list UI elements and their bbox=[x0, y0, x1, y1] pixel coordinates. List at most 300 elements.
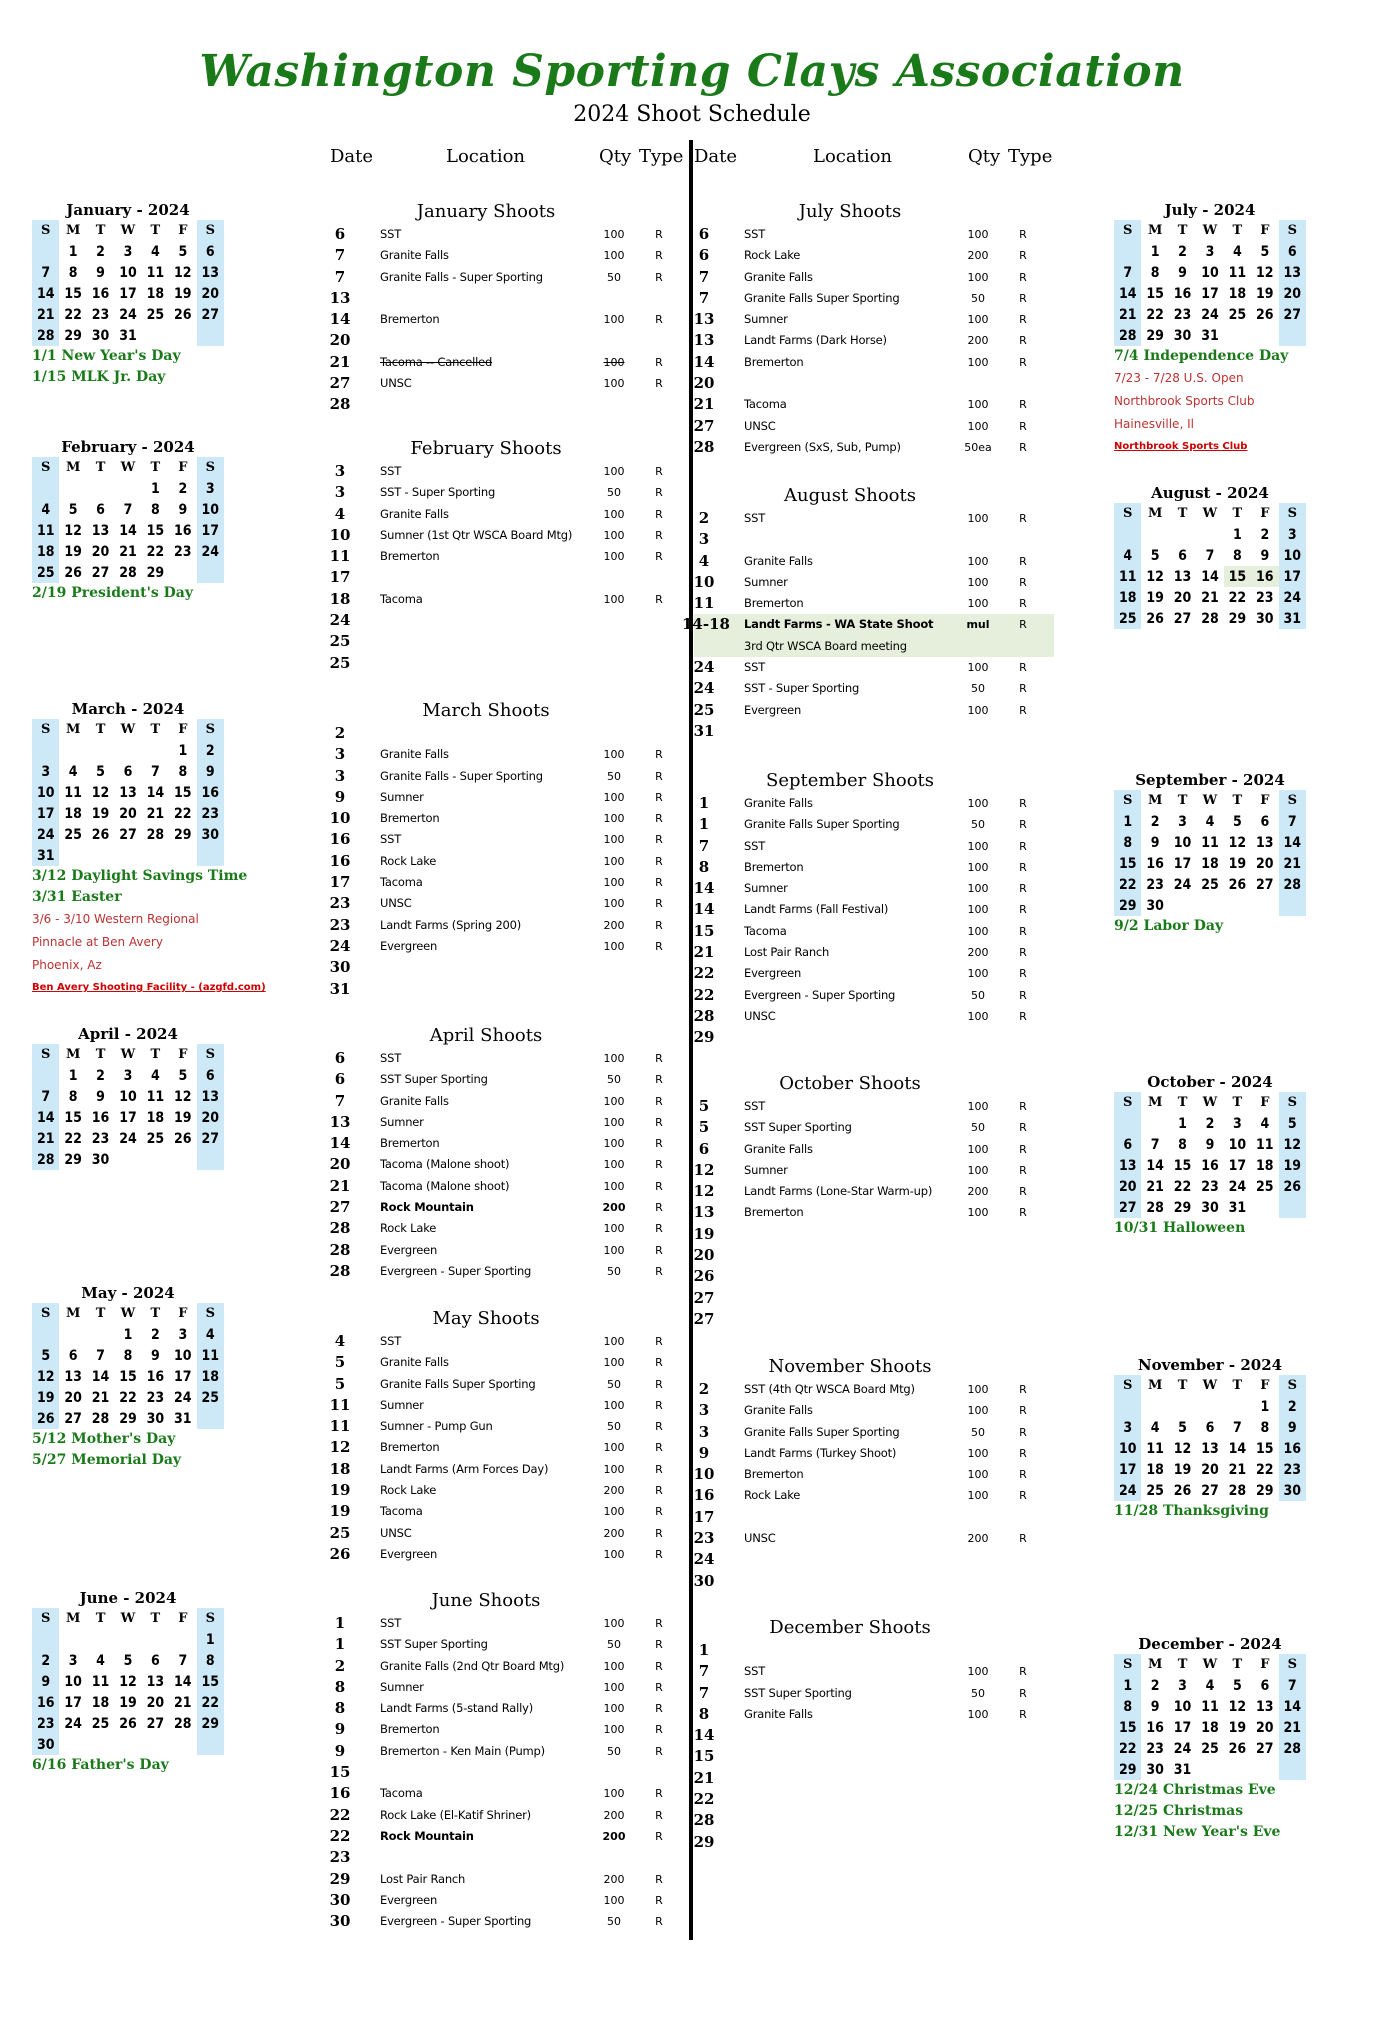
shoot-date: 15 bbox=[693, 921, 715, 940]
calendar-day: 12 bbox=[1146, 568, 1164, 585]
shoot-location: UNSC bbox=[744, 1531, 776, 1546]
shoot-date: 21 bbox=[329, 352, 351, 371]
shoot-type: R bbox=[655, 1547, 663, 1561]
calendar-day bbox=[169, 845, 196, 866]
calendar-day: 16 bbox=[1173, 285, 1192, 302]
calendar-day: 20 bbox=[197, 283, 224, 304]
weekday-header: S bbox=[1279, 1375, 1306, 1396]
calendar-day: 13 bbox=[119, 784, 137, 801]
calendar-day bbox=[1224, 1759, 1251, 1780]
shoot-location: SST Super Sporting bbox=[380, 1072, 488, 1087]
shoot-qty: 100 bbox=[603, 313, 625, 327]
calendar-day: 14 bbox=[32, 1107, 59, 1128]
shoot-date: 15 bbox=[693, 1747, 715, 1766]
shoot-date: 24 bbox=[693, 679, 715, 698]
calendar-grid bbox=[32, 719, 224, 866]
shoot-row bbox=[330, 1890, 690, 1911]
shoot-row bbox=[330, 1698, 690, 1719]
calendar-day: 16 bbox=[91, 285, 110, 302]
shoot-row bbox=[330, 352, 690, 373]
calendar-day bbox=[59, 478, 86, 499]
shoot-location: Sumner - Pump Gun bbox=[380, 1419, 493, 1434]
calendar-day: 23 bbox=[1201, 1178, 1219, 1195]
calendar-day: 26 bbox=[119, 1715, 137, 1732]
calendar-day: 26 bbox=[174, 306, 192, 323]
calendar-day: 31 bbox=[1228, 1199, 1247, 1216]
col-header-date: Date bbox=[694, 146, 738, 167]
shoot-qty: 50 bbox=[607, 1744, 621, 1758]
weekday-header: S bbox=[1114, 1654, 1141, 1675]
calendar-day: 11 bbox=[1146, 1440, 1164, 1457]
shoot-location: Rock Lake bbox=[380, 853, 437, 868]
weekday-header: S bbox=[32, 1044, 59, 1065]
weekday-header: W bbox=[120, 722, 136, 737]
calendar-day: 16 bbox=[1146, 1719, 1164, 1736]
calendar-day: 20 bbox=[1256, 855, 1274, 872]
shoot-date: 9 bbox=[334, 1741, 346, 1760]
shoot-date: 20 bbox=[329, 331, 351, 350]
shoot-date: 15 bbox=[329, 1763, 351, 1782]
calendar-day: 31 bbox=[174, 1410, 192, 1427]
shoot-date: 6 bbox=[334, 1070, 346, 1089]
shoot-row bbox=[330, 504, 690, 525]
calendar-day: 12 bbox=[1279, 1134, 1306, 1155]
shoot-qty: 100 bbox=[603, 833, 625, 847]
calendar-day: 30 bbox=[1279, 1480, 1306, 1501]
calendar-day: 7 bbox=[151, 763, 160, 780]
shoot-type: R bbox=[1019, 1425, 1027, 1439]
shoot-location: Bremerton bbox=[744, 354, 804, 369]
shoot-type: R bbox=[1019, 924, 1027, 938]
calendar-day: 1 bbox=[1150, 243, 1160, 260]
calendar-day: 28 bbox=[146, 826, 165, 843]
weekday-header: T bbox=[95, 1611, 106, 1626]
shoot-qty: 100 bbox=[967, 882, 989, 896]
shoot-row bbox=[694, 288, 1054, 309]
shoot-row bbox=[694, 1528, 1054, 1549]
shoot-date: 24 bbox=[693, 658, 715, 677]
shoot-section-november bbox=[694, 1355, 1054, 1592]
calendar-day: 15 bbox=[174, 784, 192, 801]
calendar-day bbox=[169, 1629, 196, 1650]
calendar-day: 27 bbox=[91, 564, 110, 581]
calendar-day: 17 bbox=[1173, 1719, 1192, 1736]
weekday-header: F bbox=[178, 460, 188, 475]
weekday-header: S bbox=[197, 719, 224, 740]
shoot-type: R bbox=[1019, 1206, 1027, 1220]
calendar-day: 18 bbox=[91, 1694, 110, 1711]
calendar-day: 1 bbox=[178, 742, 188, 759]
calendar-day bbox=[1141, 1113, 1168, 1134]
weekday-header: T bbox=[150, 1047, 161, 1062]
calendar-day bbox=[142, 845, 169, 866]
shoot-qty: 100 bbox=[967, 1009, 989, 1023]
shoot-date: 14 bbox=[329, 1134, 351, 1153]
calendar-day: 21 bbox=[146, 805, 165, 822]
calendar-day: 6 bbox=[68, 1347, 78, 1364]
shoot-type: R bbox=[1019, 597, 1027, 611]
shoot-qty: 200 bbox=[603, 918, 625, 932]
shoot-location: UNSC bbox=[744, 1008, 776, 1023]
shoot-type: R bbox=[655, 1829, 663, 1843]
shoot-date: 1 bbox=[698, 794, 710, 812]
calendar-day bbox=[1196, 524, 1223, 545]
calendar-day bbox=[59, 1734, 86, 1755]
col-header-location: Location bbox=[446, 146, 526, 167]
shoot-date: 26 bbox=[329, 1544, 351, 1563]
calendar-day: 4 bbox=[151, 243, 160, 260]
shoot-date: 8 bbox=[334, 1699, 346, 1718]
shoot-row bbox=[330, 1480, 690, 1501]
shoot-qty: 100 bbox=[603, 1462, 625, 1476]
shoot-row bbox=[330, 1112, 690, 1133]
weekday-header: M bbox=[1147, 793, 1163, 808]
shoot-date: 25 bbox=[693, 700, 715, 719]
shoot-qty: 50 bbox=[607, 270, 621, 284]
calendar-day: 10 bbox=[1228, 1136, 1247, 1153]
shoot-qty: 100 bbox=[967, 575, 989, 589]
calendar-day: 8 bbox=[1150, 264, 1160, 281]
calendar-day: 9 bbox=[151, 1347, 160, 1364]
calendar-day: 14 bbox=[1114, 283, 1141, 304]
shoot-type: R bbox=[655, 1137, 663, 1151]
shoot-date: 12 bbox=[693, 1160, 715, 1179]
calendar-day bbox=[169, 1734, 196, 1755]
shoot-qty: 50 bbox=[607, 486, 621, 500]
shoot-section-title: November Shoots bbox=[768, 1356, 932, 1377]
shoot-date: 21 bbox=[693, 395, 715, 414]
shoot-qty: 100 bbox=[603, 550, 625, 564]
shoot-qty: 100 bbox=[967, 1707, 989, 1721]
shoot-type: R bbox=[1019, 882, 1027, 896]
shoot-type: R bbox=[655, 1158, 663, 1172]
calendar-day: 28 bbox=[32, 1149, 59, 1170]
calendar-day: 9 bbox=[32, 1671, 59, 1692]
shoot-date: 19 bbox=[329, 1502, 351, 1521]
calendar-day: 9 bbox=[1150, 1698, 1160, 1715]
shoot-location: SST Super Sporting bbox=[744, 1685, 852, 1700]
calendar-day: 3 bbox=[123, 243, 133, 260]
calendar-grid bbox=[1114, 220, 1306, 346]
shoot-location: Tacoma bbox=[380, 875, 423, 890]
shoot-location: Landt Farms (Fall Festival) bbox=[744, 902, 889, 917]
calendar-day: 30 bbox=[1173, 327, 1192, 344]
calendar-day: 10 bbox=[197, 499, 224, 520]
calendar-day bbox=[32, 478, 59, 499]
calendar-title: January - 2024 bbox=[66, 201, 190, 219]
calendar-day: 14 bbox=[1228, 1440, 1247, 1457]
shoot-type: R bbox=[1019, 839, 1027, 853]
shoot-type: R bbox=[655, 270, 663, 284]
shoot-row bbox=[694, 1746, 1054, 1767]
shoot-row bbox=[330, 979, 690, 1000]
shoot-qty: 50ea bbox=[964, 440, 992, 454]
shoot-type: R bbox=[655, 592, 663, 606]
shoot-location: Rock Lake bbox=[744, 1488, 801, 1503]
calendar-title: October - 2024 bbox=[1147, 1073, 1273, 1091]
calendar-day: 17 bbox=[1228, 1157, 1247, 1174]
calendar-note: Pinnacle at Ben Avery bbox=[32, 935, 163, 949]
calendar-day: 9 bbox=[96, 264, 105, 281]
shoot-location: Bremerton bbox=[744, 596, 804, 611]
calendar-day: 17 bbox=[1279, 566, 1306, 587]
calendar-day: 24 bbox=[32, 824, 59, 845]
page-title: Washington Sporting Clays Association bbox=[199, 46, 1185, 97]
shoot-qty: 100 bbox=[603, 812, 625, 826]
calendar-day: 6 bbox=[1178, 547, 1187, 564]
weekday-header: M bbox=[1147, 1378, 1163, 1393]
calendar-day: 8 bbox=[1114, 1696, 1141, 1717]
calendar-note: 7/4 Independence Day bbox=[1114, 348, 1289, 364]
shoot-section-december bbox=[694, 1616, 1054, 1853]
shoot-type: R bbox=[655, 1723, 663, 1737]
shoot-qty: 100 bbox=[603, 1505, 625, 1519]
shoot-row bbox=[694, 224, 1054, 245]
shoot-type: R bbox=[1019, 1121, 1027, 1135]
shoot-type: R bbox=[655, 939, 663, 953]
weekday-header: S bbox=[1114, 220, 1141, 241]
shoot-qty: 200 bbox=[603, 1526, 625, 1540]
calendar-day: 29 bbox=[197, 1713, 224, 1734]
shoot-date: 3 bbox=[698, 1401, 710, 1420]
calendar-day: 13 bbox=[91, 522, 110, 539]
shoot-date: 24 bbox=[329, 611, 351, 630]
calendar-day: 23 bbox=[146, 1389, 165, 1406]
shoot-qty: 100 bbox=[967, 1489, 989, 1503]
shoot-row bbox=[694, 836, 1054, 857]
calendar-day bbox=[142, 325, 169, 346]
calendar-day: 27 bbox=[146, 1715, 165, 1732]
shoot-row bbox=[330, 1395, 690, 1416]
shoot-row bbox=[694, 963, 1054, 984]
shoot-date: 28 bbox=[329, 1261, 351, 1280]
weekday-header: T bbox=[95, 722, 106, 737]
calendar-day: 14 bbox=[1201, 568, 1219, 585]
calendar-day bbox=[32, 740, 59, 761]
shoot-row bbox=[694, 1160, 1054, 1181]
calendar-day: 18 bbox=[146, 285, 165, 302]
shoot-type: R bbox=[655, 1179, 663, 1193]
calendar-day: 24 bbox=[1173, 876, 1192, 893]
calendar-day: 25 bbox=[146, 1130, 165, 1147]
shoot-section-june bbox=[330, 1589, 690, 1932]
calendar-day: 3 bbox=[178, 1326, 188, 1343]
shoot-row bbox=[694, 1832, 1054, 1853]
shoot-row bbox=[330, 723, 690, 744]
shoot-date: 14 bbox=[693, 1726, 715, 1745]
calendar-day: 21 bbox=[1279, 853, 1306, 874]
calendar-day: 22 bbox=[1146, 306, 1164, 323]
shoot-location: Evergreen bbox=[380, 1892, 438, 1907]
calendar-day: 28 bbox=[91, 1410, 110, 1427]
shoot-date: 14 bbox=[693, 879, 715, 898]
calendar-title: March - 2024 bbox=[71, 700, 185, 718]
calendar-day: 10 bbox=[119, 1088, 137, 1105]
weekday-header: S bbox=[197, 220, 224, 241]
calendar-september bbox=[1114, 770, 1306, 937]
calendar-day: 27 bbox=[197, 304, 224, 325]
shoot-row bbox=[694, 636, 1054, 657]
shoot-qty: 200 bbox=[967, 1532, 989, 1546]
calendar-day bbox=[142, 1149, 169, 1170]
shoot-date: 23 bbox=[329, 915, 351, 934]
calendar-note[interactable]: Ben Avery Shooting Facility - (azgfd.com) bbox=[32, 982, 266, 993]
calendar-day: 2 bbox=[1150, 813, 1160, 830]
shoot-location: SST Super Sporting bbox=[744, 1120, 852, 1135]
shoot-row bbox=[330, 893, 690, 914]
shoot-location: Granite Falls (2nd Qtr Board Mtg) bbox=[380, 1658, 565, 1673]
calendar-day: 11 bbox=[32, 520, 59, 541]
shoot-qty: 100 bbox=[603, 790, 625, 804]
calendar-day: 5 bbox=[178, 243, 188, 260]
shoot-location: Evergreen bbox=[380, 1242, 438, 1257]
calendar-day: 24 bbox=[64, 1715, 82, 1732]
calendar-day: 13 bbox=[146, 1673, 165, 1690]
calendar-day bbox=[197, 845, 224, 866]
shoot-date: 28 bbox=[693, 1006, 715, 1025]
shoot-date: 3 bbox=[334, 483, 346, 502]
weekday-header: S bbox=[32, 1303, 59, 1324]
shoot-date: 28 bbox=[693, 437, 715, 456]
shoot-qty: 100 bbox=[603, 1094, 625, 1108]
calendar-day: 5 bbox=[1260, 243, 1270, 260]
calendar-day: 19 bbox=[1146, 589, 1164, 606]
shoot-qty: 100 bbox=[603, 1179, 625, 1193]
calendar-day: 28 bbox=[1114, 325, 1141, 346]
shoot-date: 27 bbox=[693, 1288, 715, 1307]
shoot-location: Rock Lake bbox=[744, 248, 801, 263]
shoot-row bbox=[694, 1117, 1054, 1138]
shoot-location: Granite Falls - Super Sporting bbox=[380, 269, 543, 284]
shoot-qty: 200 bbox=[967, 249, 989, 263]
calendar-day: 29 bbox=[64, 327, 82, 344]
shoot-type: R bbox=[655, 1377, 663, 1391]
shoot-type: R bbox=[655, 833, 663, 847]
weekday-header: M bbox=[1147, 506, 1163, 521]
shoot-qty: 100 bbox=[967, 839, 989, 853]
shoot-qty: 100 bbox=[603, 1222, 625, 1236]
calendar-day: 28 bbox=[1228, 1482, 1247, 1499]
calendar-title: May - 2024 bbox=[81, 1284, 175, 1302]
weekday-header: W bbox=[120, 1306, 136, 1321]
shoot-location: Sumner bbox=[380, 1397, 424, 1412]
shoot-date: 19 bbox=[329, 1481, 351, 1500]
shoot-location: SST bbox=[380, 832, 402, 847]
shoot-date: 21 bbox=[329, 1176, 351, 1195]
shoot-type: R bbox=[655, 1744, 663, 1758]
shoot-type: R bbox=[655, 1526, 663, 1540]
shoot-row bbox=[330, 1869, 690, 1890]
shoot-date: 20 bbox=[693, 1246, 715, 1265]
shoot-row bbox=[694, 1661, 1054, 1682]
shoot-date: 23 bbox=[329, 1848, 351, 1867]
calendar-day: 30 bbox=[1146, 897, 1164, 914]
shoot-section-january bbox=[330, 200, 690, 416]
weekday-header: T bbox=[1177, 793, 1188, 808]
shoot-qty: 200 bbox=[603, 1808, 625, 1822]
calendar-day bbox=[1169, 895, 1196, 916]
shoot-qty: 100 bbox=[967, 967, 989, 981]
calendar-day bbox=[1251, 1197, 1278, 1218]
shoot-type: R bbox=[655, 1420, 663, 1434]
calendar-day: 15 bbox=[1256, 1440, 1274, 1457]
shoot-qty: 100 bbox=[603, 1680, 625, 1694]
shoot-row bbox=[694, 1422, 1054, 1443]
shoot-row bbox=[694, 1640, 1054, 1661]
col-header-qty: Qty bbox=[968, 146, 1001, 167]
calendar-day bbox=[142, 1629, 169, 1650]
shoot-type: R bbox=[655, 1893, 663, 1907]
shoot-date: 6 bbox=[698, 246, 710, 265]
calendar-day: 4 bbox=[1114, 545, 1141, 566]
shoot-date: 21 bbox=[693, 943, 715, 962]
shoot-date: 5 bbox=[334, 1353, 346, 1372]
shoot-type: R bbox=[655, 1787, 663, 1801]
shoot-qty: 100 bbox=[967, 1163, 989, 1177]
shoot-location: Granite Falls bbox=[380, 1093, 449, 1108]
calendar-day bbox=[1141, 1396, 1168, 1417]
weekday-header: W bbox=[120, 460, 136, 475]
shoot-location: Granite Falls bbox=[380, 248, 449, 263]
weekday-header: W bbox=[1202, 1657, 1218, 1672]
weekday-header: S bbox=[197, 1303, 224, 1324]
calendar-day: 24 bbox=[119, 306, 137, 323]
shoot-type: R bbox=[655, 1808, 663, 1822]
shoot-location: Sumner bbox=[744, 881, 788, 896]
shoot-location: Bremerton bbox=[380, 549, 440, 564]
calendar-day: 29 bbox=[119, 1410, 137, 1427]
shoot-date: 4 bbox=[334, 1332, 346, 1350]
calendar-day bbox=[1141, 524, 1168, 545]
calendar-day: 30 bbox=[91, 327, 110, 344]
calendar-day: 29 bbox=[1173, 1199, 1192, 1216]
shoot-type: R bbox=[1019, 1163, 1027, 1177]
shoot-qty: 100 bbox=[603, 1398, 625, 1412]
shoot-row bbox=[694, 394, 1054, 415]
calendar-grid bbox=[32, 457, 224, 583]
shoot-location: Bremerton bbox=[380, 1440, 440, 1455]
shoot-qty: 50 bbox=[971, 988, 985, 1002]
shoot-type: R bbox=[655, 1335, 663, 1348]
calendar-day bbox=[59, 1324, 86, 1345]
shoot-location: Granite Falls bbox=[380, 1355, 449, 1370]
calendar-day: 9 bbox=[1178, 264, 1187, 281]
shoot-date: 11 bbox=[329, 1417, 351, 1436]
shoot-row bbox=[330, 1331, 690, 1352]
calendar-day: 29 bbox=[174, 826, 192, 843]
weekday-header: F bbox=[1260, 506, 1270, 521]
calendar-note[interactable]: Northbrook Sports Club bbox=[1114, 441, 1248, 452]
calendar-day: 30 bbox=[1256, 610, 1274, 627]
calendar-day: 22 bbox=[1228, 589, 1247, 606]
shoot-qty: 100 bbox=[603, 1723, 625, 1737]
calendar-note: 3/6 - 3/10 Western Regional bbox=[32, 912, 199, 926]
calendar-day: 3 bbox=[32, 761, 59, 782]
shoot-qty: 100 bbox=[967, 797, 989, 810]
calendar-day: 13 bbox=[1256, 1698, 1274, 1715]
calendar-day: 20 bbox=[64, 1389, 82, 1406]
shoot-location: SST bbox=[380, 1334, 402, 1348]
shoot-qty: 100 bbox=[967, 1468, 989, 1482]
calendar-day: 4 bbox=[151, 1067, 160, 1084]
shoot-date: 24 bbox=[329, 936, 351, 955]
shoot-location: Evergreen bbox=[744, 702, 802, 717]
shoot-row bbox=[330, 1261, 690, 1282]
calendar-day: 4 bbox=[1205, 813, 1215, 830]
shoot-date: 2 bbox=[698, 509, 710, 527]
calendar-february bbox=[32, 437, 224, 604]
calendar-day: 25 bbox=[1146, 1482, 1164, 1499]
